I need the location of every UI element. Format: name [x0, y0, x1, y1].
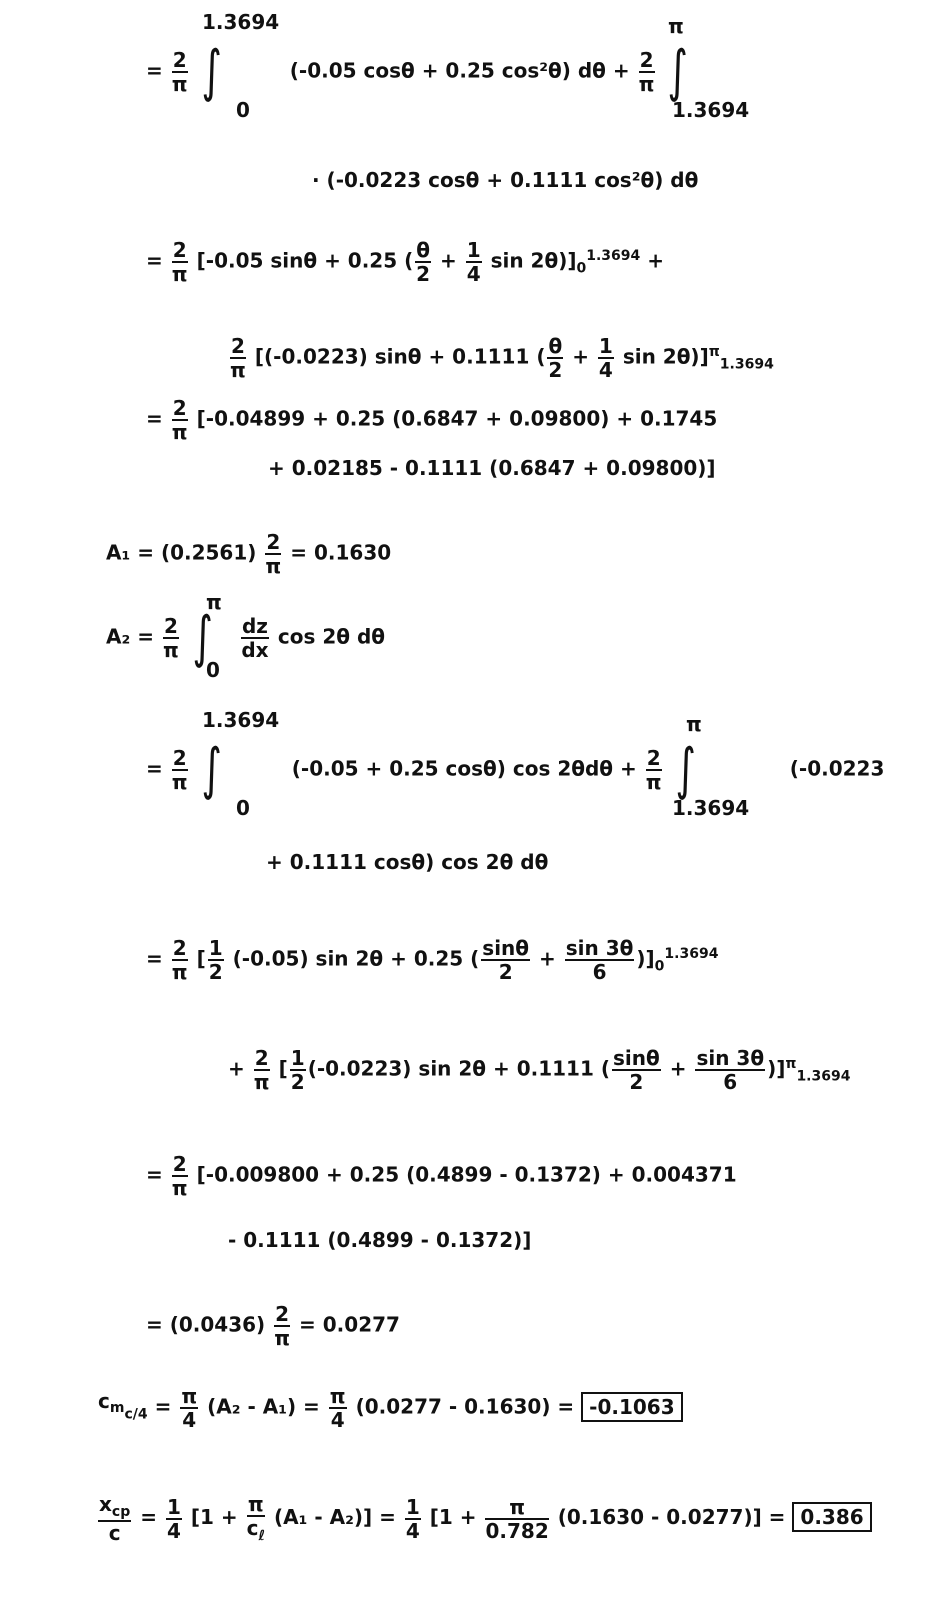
eq-line-12: + $\frac{2}{\pi}$ [ $\frac{1}{2}$ (-0.0223) sin 2θ + 0.1111 ( $\frac{\sin\theta}{2}$ + $\frac{\sin 3\theta}{6}$ )]$^\pi_{1.3694}$ [228, 1046, 851, 1094]
lower-limit: 1.3694 [672, 98, 750, 122]
eq-line-16: $cm_{c/4}$ = $\frac{\pi}{4}$ (A₂ - A₁) = $\frac{\pi}{4}$ (0.0277 - 0.1630) = -0.1063 [98, 1386, 683, 1430]
integral-sign-icon: ∫ [201, 737, 222, 802]
eq-line-1: = $\frac{2}{\pi}$ ∫ (-0.05 cosθ + 0.25 cos²θ) dθ + $\frac{2}{\pi}$ ∫ [146, 39, 689, 104]
eq-line-9: = $\frac{2}{\pi}$ ∫ (-0.05 + 0.25 cosθ) cos 2θdθ + $\frac{2}{\pi}$ ∫ (-0.0223 [146, 737, 885, 802]
upper-limit: 1.3694 [202, 708, 280, 732]
eq-line-4: $\frac{2}{\pi}$ [(-0.0223) sinθ + 0.1111 ( $\frac{\theta}{2}$ + $\frac{1}{4}$ sin 2θ)]$^\pi_{1.3694}$ [230, 334, 774, 382]
lower-limit: 0 [206, 658, 220, 682]
eq-line-6: + 0.02185 - 0.1111 (0.6847 + 0.09800)] [268, 456, 716, 480]
integral-sign-icon: ∫ [675, 737, 696, 802]
upper-limit: π [686, 712, 702, 736]
eq-line-15: = (0.0436) $\frac{2}{\pi}$ = 0.0277 [146, 1302, 400, 1350]
eq-line-8: A₂ = $\frac{2}{\pi}$ ∫ $\frac{dz}{dx}$ cos 2θ dθ [106, 605, 386, 670]
integral-sign-icon: ∫ [201, 39, 222, 104]
upper-limit: 1.3694 [202, 10, 280, 34]
integral-sign-icon: ∫ [667, 39, 689, 104]
eq-line-11: = $\frac{2}{\pi}$ [ $\frac{1}{2}$ (-0.05) sin 2θ + 0.25 ( $\frac{\sin\theta}{2}$ + $\frac{\sin 3\theta}{6}$ )]$_0^{1.3694}$ [146, 936, 719, 984]
upper-limit: π [668, 14, 684, 38]
eq-line-3: = $\frac{2}{\pi}$ [-0.05 sinθ + 0.25 ( $\frac{\theta}{2}$ + $\frac{1}{4}$ $\sin 2\theta)]_0^{1.3694}$ + [146, 238, 665, 286]
result-box-xcp: 0.386 [792, 1502, 871, 1532]
eq-line-2: · (-0.0223 cosθ + 0.1111 cos²θ) dθ [312, 168, 699, 192]
lower-limit: 0 [236, 98, 250, 122]
upper-limit: π [206, 590, 222, 614]
eq-line-13: = $\frac{2}{\pi}$ [-0.009800 + 0.25 (0.4899 - 0.1372) + 0.004371 [146, 1152, 737, 1200]
eq-line-17: $\frac{x_{cp}}{c}$ = $\frac{1}{4}$ [1 + $\frac{\pi}{c_\ell}$ (A₁ - A₂)] = $\frac{1}{4}$ [1 + $\frac{\pi}{0.782}$ (0.1630 - 0.0277)] = 0.386 [96, 1494, 872, 1543]
result-box-cm: -0.1063 [581, 1392, 682, 1422]
eq-line-10: + 0.1111 cosθ) cos 2θ dθ [266, 850, 549, 874]
eq-line-7: A₁ = (0.2561) $\frac{2}{\pi}$ = 0.1630 [106, 530, 392, 578]
integral-sign-icon: ∫ [192, 605, 213, 670]
eq-line-14: - 0.1111 (0.4899 - 0.1372)] [228, 1228, 532, 1252]
lower-limit: 0 [236, 796, 250, 820]
lower-limit: 1.3694 [672, 796, 750, 820]
eq-line-5: = $\frac{2}{\pi}$ [-0.04899 + 0.25 (0.6847 + 0.09800) + 0.1745 [146, 396, 718, 444]
